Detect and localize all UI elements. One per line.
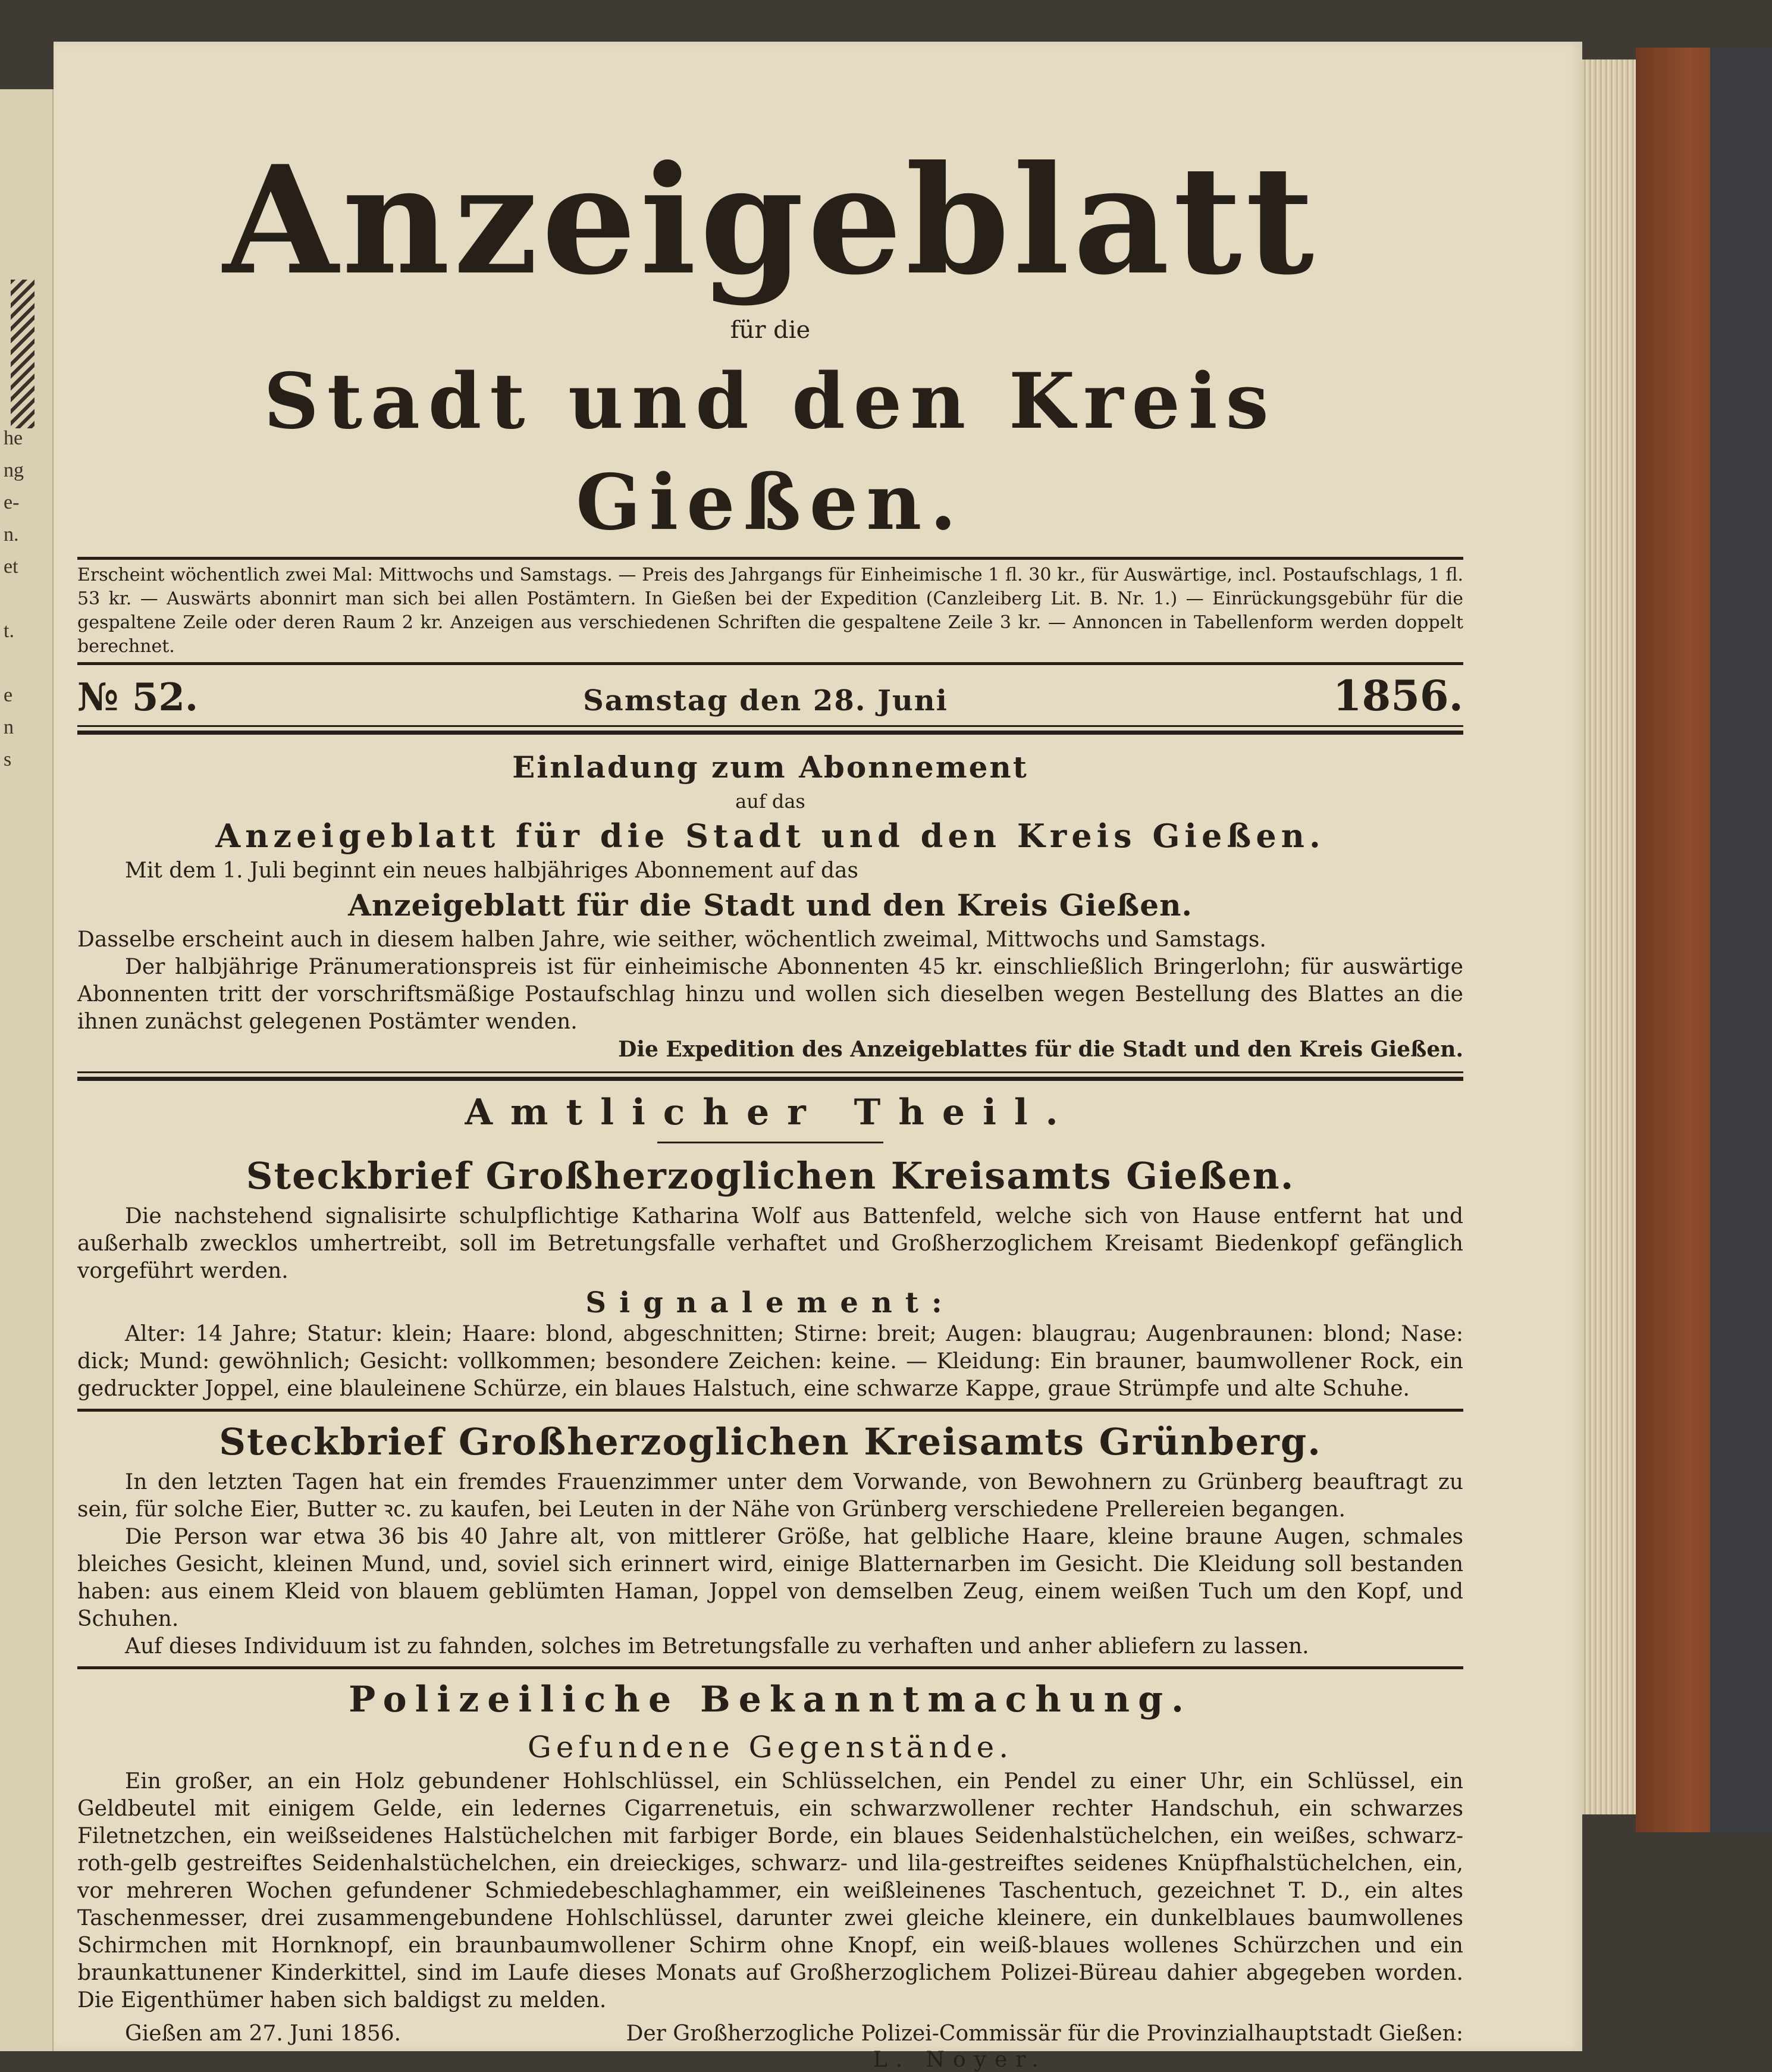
police-title: Polizeiliche Bekanntmachung. [349,1679,1192,1720]
left-page-edge [0,89,54,2051]
signalement-title: Signalement: [585,1286,955,1319]
official-short-rule [657,1142,883,1143]
page-stack-edge [1582,59,1636,1814]
police-text: Ein großer, an ein Holz gebundener Hohlschlüssel, ein Schlüsselchen, ein Pendel zu einer Uhr, ein Schlüssel, ein Geldbeutel mit einigem Gelde, ein ledernes Cigarrenetuis, ein schwarzwollener rechter Handschuh, ein schwarzes Filetnetzchen, ein weißseidenes Halstüchelchen mit farbiger Borde, ein blaues Seidenhalstüchelchen, ein weißes, schwarz-roth-gelb gestreiftes Seidenhalstüchelchen, ein dreieckiges, schwarz- und lila-gestreiftes seidenes Knüpfhalstüchelchen, ein, vor mehreren Wochen gefundener Schmiedebeschlaghammer, ein weißleinenes Taschentuch, gezeichnet T. D., ein altes Taschenmesser, drei zusammengebundene Hohlschlüssel, darunter zwei gleiche kleinere, ein dunkelblaues baumwollenes Schirmchen mit Hornknopf, ein braunbaumwollener Schirm ohne Knopf, ein weiß-blaues wollenes Schürzchen und ein braunkattunener Kinderkittel, sind im Laufe dieses Monats auf Großherzoglichem Polizei-Büreau dahier abgegeben worden. Die Eigenthümer haben sich baldigst zu melden. [77,1769,1463,2013]
warrant2-p2: Die Person war etwa 36 bis 40 Jahre alt, von mittlerer Größe, hat gelbliche Haare, kleine braune Augen, schmales bleiches Gesicht, kleinen Mund, und, soviel sich erinnert wird, einige Blatternarben im Gesicht. Die Kleidung soll bestanden haben: aus einem Kleid von blauem geblümten Haman, Joppel von demselben Zeug, einem weißen Tuch um den Kopf, und Schuhen. [77,1525,1463,1631]
warrant2-title: Steckbrief Großherzoglichen Kreisamts Grünberg. [219,1420,1322,1463]
warrant2-rule [77,1666,1463,1669]
warrant1-text: Die nachstehend signalisirte schulpflichtige Katharina Wolf aus Battenfeld, welche sich von Hause entfernt hat und außerhalb zwecklos umhertreibt, soll im Betretungsfalle verhaftet und Großherzoglichem Kreisamt Biedenkopf gefänglich vorgeführt werden. [77,1204,1463,1283]
invitation-rule [77,1071,1463,1081]
warrant1-title: Steckbrief Großherzoglichen Kreisamts Gießen. [246,1154,1295,1198]
invitation-paper-name: Anzeigeblatt für die Stadt und den Kreis Gießen. [215,817,1325,855]
decorative-border [11,280,35,428]
issue-line [77,671,1463,720]
issue-number: № 52. [77,675,199,720]
binding-cloth [1710,48,1772,1832]
warrant1-rule [77,1409,1463,1412]
issue-date: Samstag den 28. Juni [583,684,948,717]
subscription-info: Erscheint wöchentlich zwei Mal: Mittwochs und Samstags. — Preis des Jahrgangs für Einheimische 1 fl. 30 kr., für Auswärtige, incl. Postaufschlags, 1 fl. 53 kr. — Auswärts abonnirt man sich bei allen Postämtern. In Gießen bei der Expedition (Canzleiberg Lit. B. Nr. 1.) — Einrückungsgebühr für die gespaltene Zeile oder deren Raum 2 kr. Anzeigen aus verschiedenen Schriften die gespaltene Zeile 3 kr. — Annoncen in Tabellenform werden doppelt berechnet. [77,565,1463,657]
police-place-date: Gießen am 27. Juni 1856. [125,2021,402,2046]
info-rule [77,662,1463,665]
masthead-subtitle: Stadt und den Kreis Gießen. [264,357,1277,547]
masthead-fuer-die: für die [730,316,811,344]
police-sign-row [77,2020,1463,2048]
warrant2-p1: In den letzten Tagen hat ein fremdes Frauenzimmer unter dem Vorwande, von Bewohnern zu Grünberg beauftragt zu sein, für solche Eier, Butter ꝛc. zu kaufen, bei Leuten in der Nähe von Grünberg verschiedene Prellereien begangen. [77,1470,1463,1522]
police-signatory: Der Großherzogliche Polizei-Commissär für die Provinzialhauptstadt Gießen: [626,2021,1463,2046]
official-title: Amtlicher Theil. [465,1092,1076,1133]
masthead-title: Anzeigeblatt [222,133,1318,308]
issue-rule [77,725,1463,735]
invitation-paper-name-bold: Anzeigeblatt für die Stadt und den Kreis Gießen. [348,888,1193,923]
invitation-line1: Mit dem 1. Juli beginnt ein neues halbjähriges Abonnement auf das [125,858,858,883]
invitation-text2: Der halbjährige Pränumerationspreis ist für einheimische Abonnenten 45 kr. einschließlich Bringerlohn; für auswärtige Abonnenten tritt der vorschriftsmäßige Postaufschlag hinzu und wollen sich dieselben wegen Bestellung des Blattes an die ihnen zunächst gelegenen Postämter wenden. [77,955,1463,1034]
invitation-auf-das: auf das [735,790,805,813]
police-name: L. Noyer. [873,2048,1047,2072]
warrant2-p3: Auf dieses Individuum ist zu fahnden, solches im Betretungsfalle zu verhaften und anher abliefern zu lassen. [125,1634,1309,1659]
left-page-text-fragments: he ng e- n. et t. e n s [4,427,24,770]
signalement-text: Alter: 14 Jahre; Statur: klein; Haare: blond, abgeschnitten; Stirne: breit; Augen: blaugrau; Augenbraunen: blond; Nase: dick; Mund: gewöhnlich; Gesicht: vollkommen; besondere Zeichen: keine. — Kleidung: Ein brauner, baumwollener Rock, ein gedruckter Joppel, eine blauleinene Schürze, ein blaues Halstuch, eine schwarze Kappe, graue Strümpfe und alte Schuhe. [77,1322,1463,1401]
invitation-signature: Die Expedition des Anzeigeblattes für die Stadt und den Kreis Gießen. [618,1037,1463,1062]
police-subtitle: Gefundene Gegenstände. [527,1730,1014,1764]
invitation-text: Dasselbe erscheint auch in diesem halben Jahre, wie seither, wöchentlich zweimal, Mittwochs und Samstags. [77,927,1266,952]
issue-year: 1856. [1332,671,1463,720]
newspaper-content [77,107,1463,2072]
invitation-title: Einladung zum Abonnement [512,750,1028,785]
header-rule [77,557,1463,560]
